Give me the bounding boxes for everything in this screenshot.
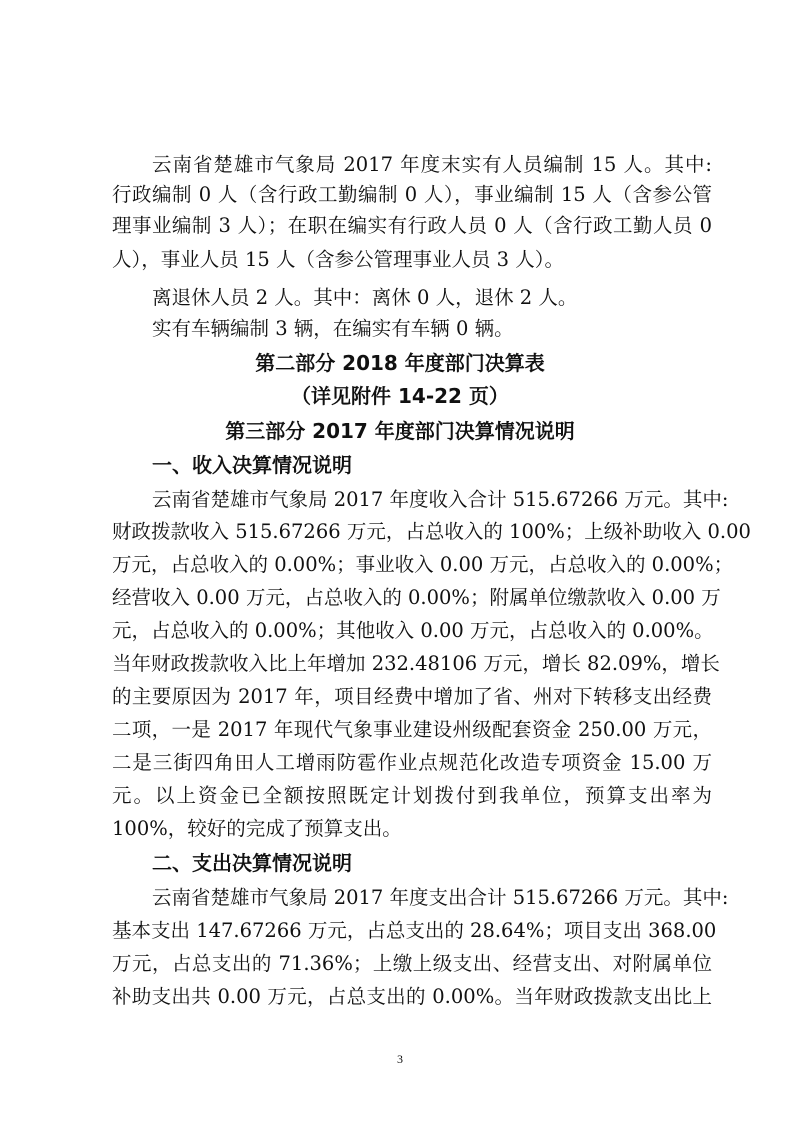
income-line-6: 当年财政拨款收入比上年增加 232.48106 万元，增长 82.09%，增长 <box>112 652 720 675</box>
income-line-11: 100%，较好的完成了预算支出。 <box>112 817 402 840</box>
income-line-1: 云南省楚雄市气象局 2017 年度收入合计 515.67266 万元。其中: <box>152 488 729 511</box>
income-line-5: 元，占总收入的 0.00%；其他收入 0.00 万元，占总收入的 0.00%。 <box>112 619 714 642</box>
income-line-9: 二是三街四角田人工增雨防雹作业点规范化改造专项资金 15.00 万 <box>112 751 712 774</box>
expense-line-2: 基本支出 147.67266 万元，占总支出的 28.64%；项目支出 368.00 <box>112 919 717 942</box>
income-line-4: 经营收入 0.00 万元，占总收入的 0.00%；附属单位缴款收入 0.00 万 <box>112 586 721 609</box>
income-line-10: 元。以上资金已全额按照既定计划拨付到我单位，预算支出率为 <box>112 784 712 807</box>
expense-line-1: 云南省楚雄市气象局 2017 年度支出合计 515.67266 万元。其中: <box>152 886 729 909</box>
vehicles-line: 实有车辆编制 3 辆，在编实有车辆 0 辆。 <box>152 317 514 340</box>
part2-title: 第二部分 2018 年度部门决算表 <box>255 351 545 375</box>
page-number: 3 <box>397 1052 403 1066</box>
part2-subtitle: （详见附件 14-22 页） <box>291 384 509 408</box>
staffing-line-2: 行政编制 0 人（含行政工勤编制 0 人），事业编制 15 人（含参公管 <box>112 183 712 206</box>
income-line-7: 的主要原因为 2017 年，项目经费中增加了省、州对下转移支出经费 <box>112 685 712 708</box>
income-line-2: 财政拨款收入 515.67266 万元，占总收入的 100%；上级补助收入 0.00 <box>112 520 751 543</box>
expense-line-4: 补助支出共 0.00 万元，占总支出的 0.00%。当年财政拨款支出比上 <box>112 985 712 1008</box>
income-line-8: 二项，一是 2017 年现代气象事业建设州级配套资金 250.00 万元， <box>112 718 712 741</box>
expense-line-3: 万元，占总支出的 71.36%；上缴上级支出、经营支出、对附属单位 <box>112 952 712 975</box>
staffing-line-4: 人），事业人员 15 人（含参公管理事业人员 3 人）。 <box>112 248 565 271</box>
income-line-3: 万元，占总收入的 0.00%；事业收入 0.00 万元，占总收入的 0.00%； <box>112 553 734 576</box>
income-heading: 一、收入决算情况说明 <box>152 453 352 477</box>
staffing-line-1: 云南省楚雄市气象局 2017 年度末实有人员编制 15 人。其中: <box>152 153 712 176</box>
part3-title: 第三部分 2017 年度部门决算情况说明 <box>225 419 575 443</box>
staffing-line-3: 理事业编制 3 人）；在职在编实有行政人员 0 人（含行政工勤人员 0 <box>112 214 712 237</box>
retired-line: 离退休人员 2 人。其中：离休 0 人，退休 2 人。 <box>152 286 578 309</box>
expense-heading: 二、支出决算情况说明 <box>152 851 352 875</box>
